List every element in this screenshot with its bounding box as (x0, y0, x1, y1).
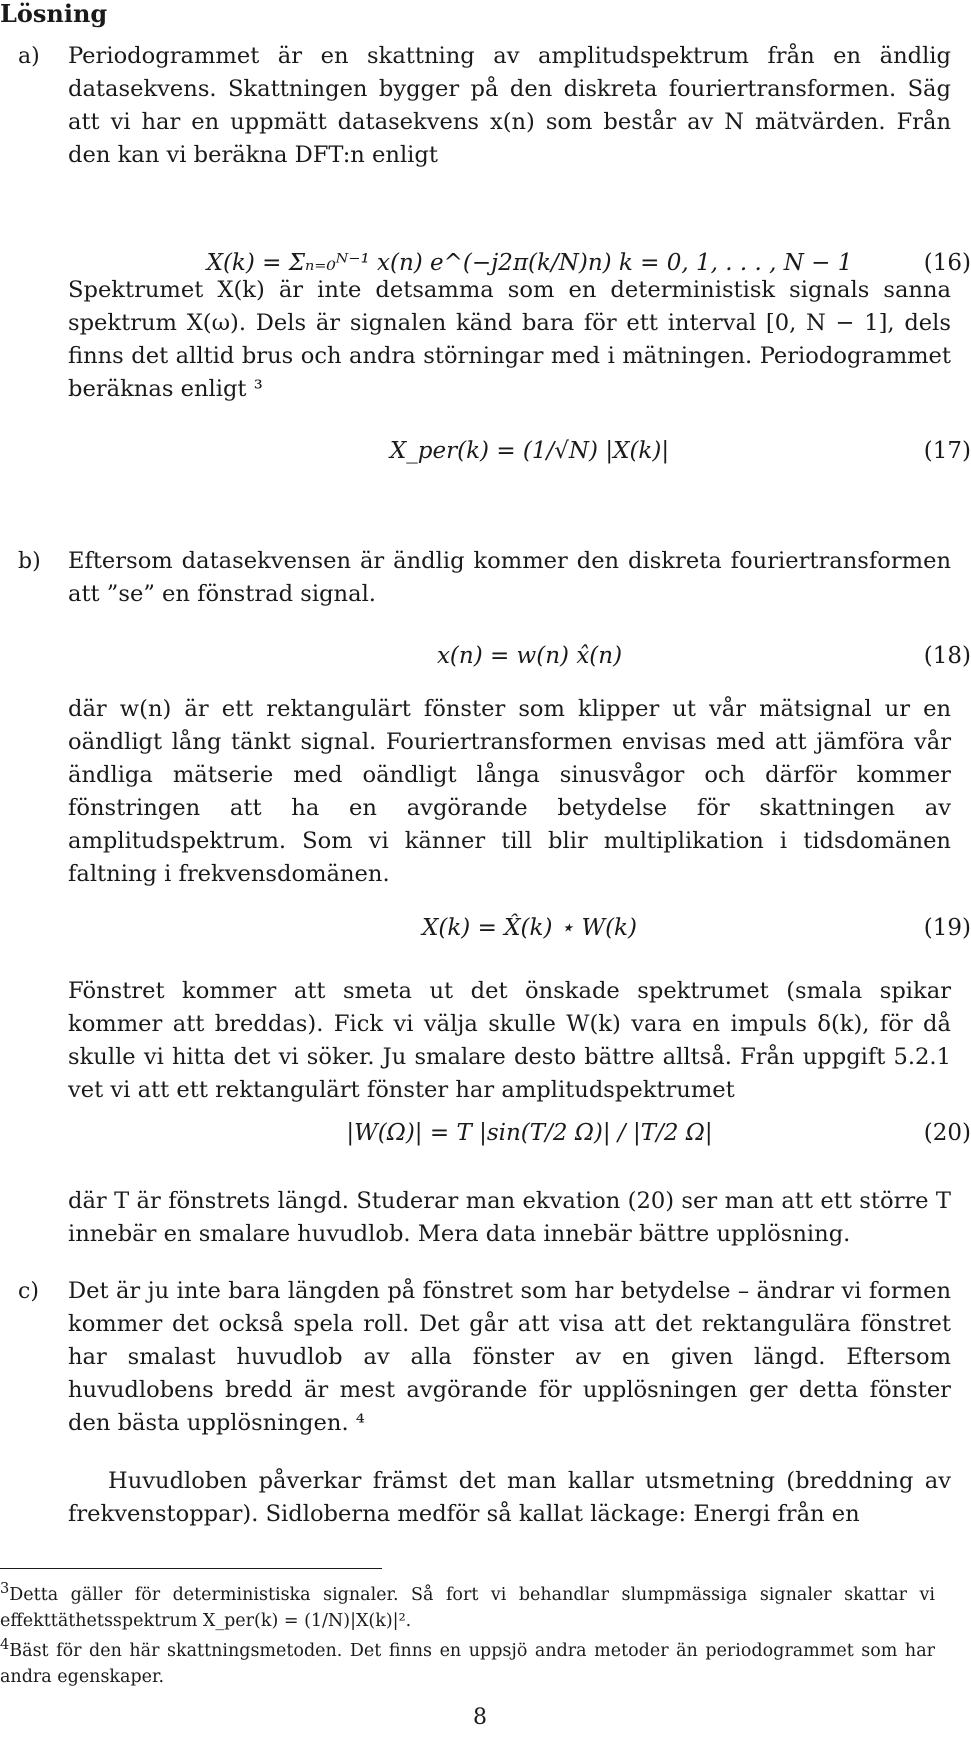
paragraph: Huvudloben påverkar främst det man kallar utsmetning (breddning av frekvenstoppar). Sidloberna medför så kallat läckage: Energi från en (68, 1468, 951, 1527)
item-marker: c) (18, 1279, 39, 1304)
equation-number: (17) (923, 438, 971, 464)
footnote-mark: 4 (0, 1636, 10, 1653)
paragraph: där T är fönstrets längd. Studerar man ekvation (20) ser man att ett större T innebär en smalare huvudlob. Mera data innebär bättre upplösning. (68, 1188, 951, 1247)
equation (88, 438, 971, 478)
paragraph: där w(n) är ett rektangulärt fönster som klipper ut vår mätsignal ur en oändligt lång tänkt signal. Fouriertransformen envisas med att jämföra vår ändliga mätserie med oändligt långa sinusvågor och därför kommer fönstringen att ha en avgörande betydelse för skattningen av amplitudspektrum. Som vi känner till blir multiplikation i tidsdomänen faltning i frekvensdomänen. (68, 696, 951, 887)
paragraph: Eftersom datasekvensen är ändlig kommer den diskreta fouriertransformen att ”se” en fönstrad signal. (68, 548, 951, 607)
section-heading: Lösning (0, 0, 108, 28)
equation-formula: x(n) = w(n) x̂(n) (436, 643, 623, 669)
equation-number: (20) (923, 1120, 971, 1146)
equation-number: (18) (923, 643, 971, 669)
equation-formula: X_per(k) = (1/√N) |X(k)| (389, 438, 670, 464)
equation-number: (16) (923, 250, 971, 276)
solution-item-a (18, 40, 971, 500)
equation (88, 1120, 971, 1160)
footnote (0, 1576, 935, 1634)
solution-item-b (18, 545, 971, 1275)
footnote-mark: 3 (0, 1580, 10, 1597)
page-number: 8 (473, 1705, 487, 1730)
footnote-text: Detta gäller för deterministiska signaler. Så fort vi behandlar slumpmässiga signaler skattar vi effekttäthetsspektrum X_per(k) = (1/N)|X(k)|². (0, 1584, 935, 1631)
paragraph: Fönstret kommer att smeta ut det önskade spektrumet (smala spikar kommer att breddas). Fick vi välja skulle W(k) vara en impuls δ(k), för då skulle vi hitta det vi söker. Ju smalare desto bättre alltså. Från uppgift 5.2.1 vet vi att ett rektangulärt fönster har amplitudspektrumet (68, 978, 951, 1103)
footnote (0, 1632, 935, 1690)
equation-formula: X(k) = X̂(k) ⋆ W(k) (422, 915, 637, 941)
item-marker: a) (18, 44, 40, 69)
equation-formula: |W(Ω)| = T |sin(T/2 Ω)| / |T/2 Ω| (346, 1120, 713, 1146)
paragraph: Spektrumet X(k) är inte detsamma som en deterministisk signals sanna spektrum X(ω). Dels är signalen känd bara för ett interval [0, N − 1], dels finns det alltid brus och andra störningar med i mätningen. Periodogrammet beräknas enligt ³ (68, 277, 951, 402)
footnote-text: Bäst för den här skattningsmetoden. Det finns en uppsjö andra metoder än periodogrammet som har andra egenskaper. (0, 1640, 935, 1687)
paragraph: Det är ju inte bara längden på fönstret som har betydelse – ändrar vi formen kommer det också spela roll. Det går att visa att det rektangulära fönstret har smalast huvudlob av alla fönster av en given längd. Eftersom huvudlobens bredd är mest avgörande för upplösningen ger detta fönster den bästa upplösningen. ⁴ (68, 1278, 951, 1436)
equation (88, 643, 971, 683)
footnote-rule (0, 1568, 382, 1569)
paragraph: Periodogrammet är en skattning av amplitudspektrum från en ändlig datasekvens. Skattningen bygger på den diskreta fouriertransformen. Säg att vi har en uppmätt datasekvens x(n) som består av N mätvärden. Från den kan vi beräkna DFT:n enligt (68, 43, 951, 168)
equation (88, 915, 971, 955)
item-marker: b) (18, 549, 41, 574)
solution-item-c (18, 1275, 953, 1545)
equation-number: (19) (923, 915, 971, 941)
equation-formula: X(k) = Σₙ₌₀ᴺ⁻¹ x(n) e^(−j2π(k/N)n) k = 0, 1, . . . , N − 1 (206, 250, 853, 276)
